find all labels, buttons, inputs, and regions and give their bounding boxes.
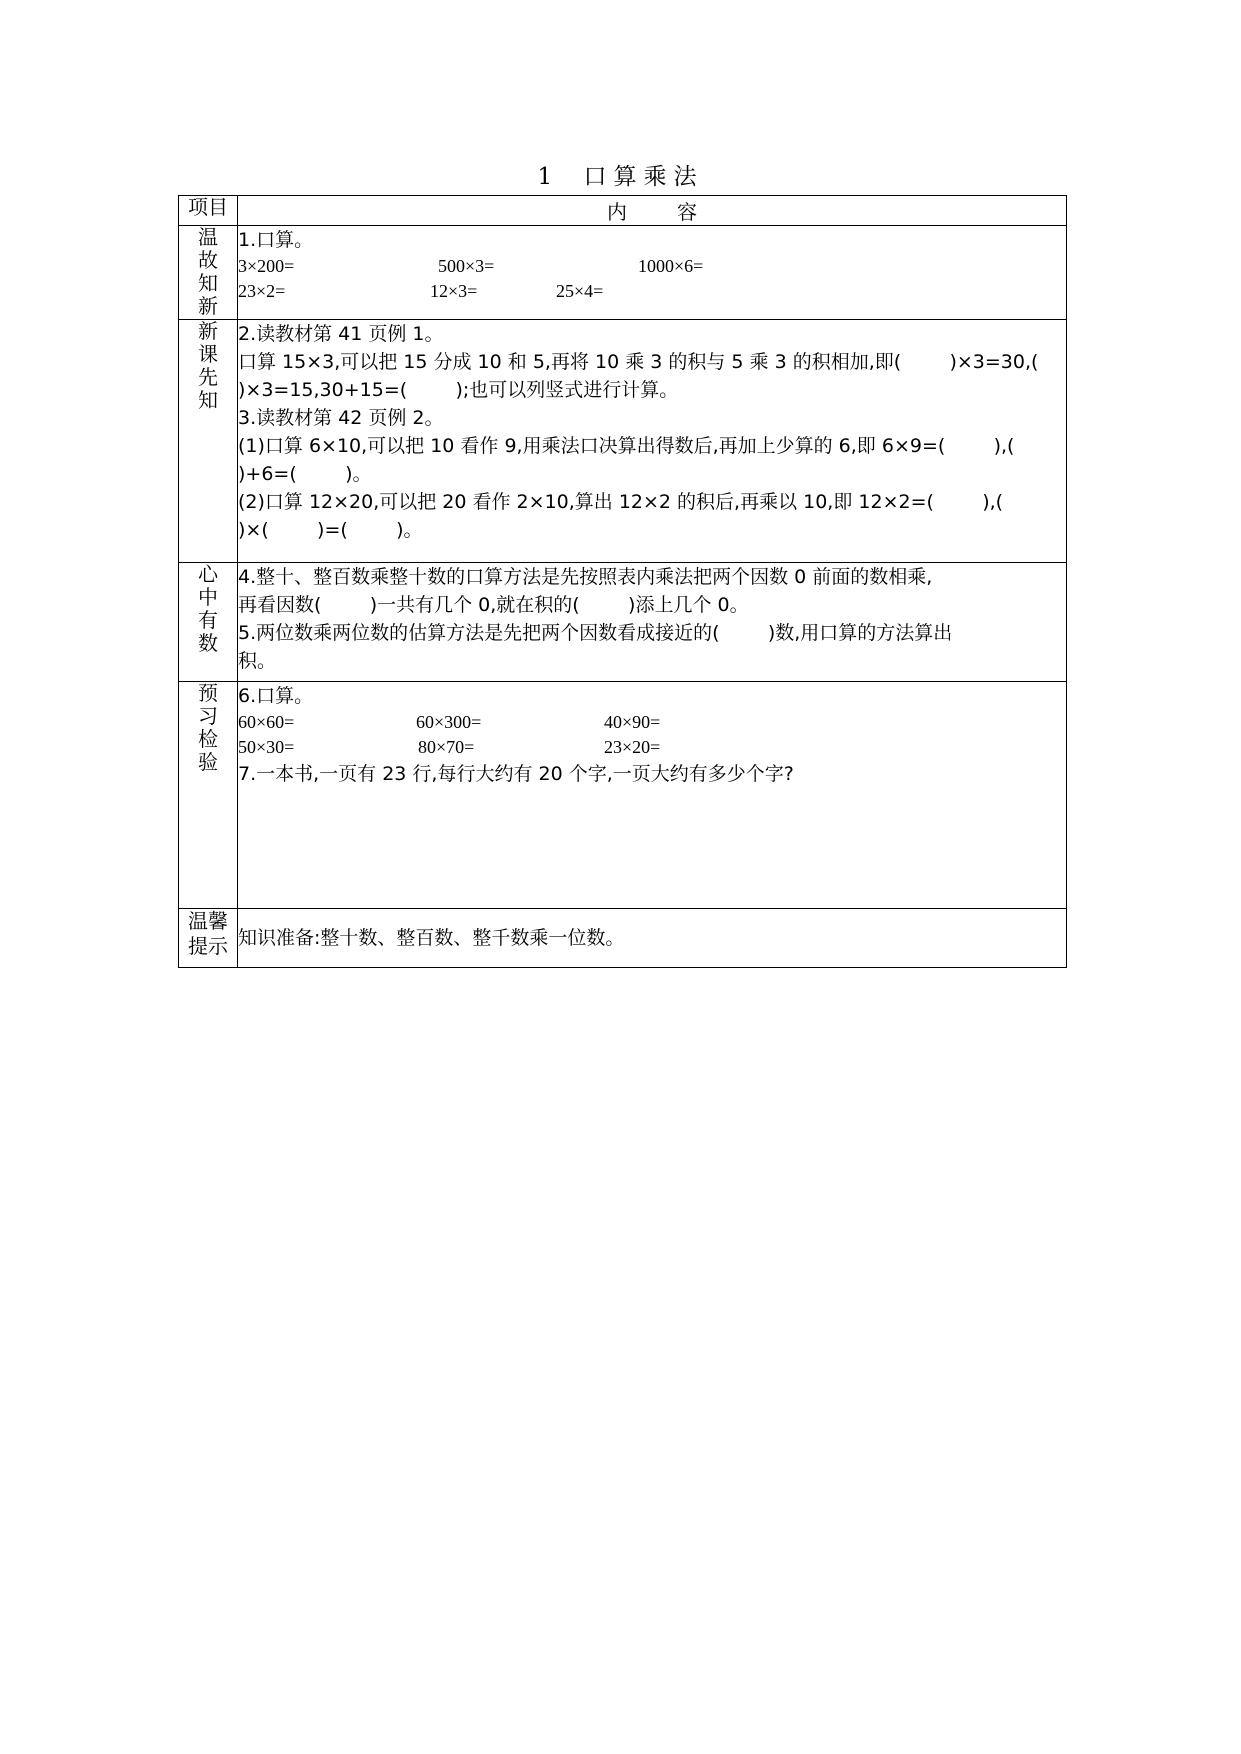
section-content [238,909,1067,968]
section-label [179,563,238,682]
section-tip [179,909,1067,968]
question-text: 再看因数( )一共有几个 0,就在积的( )添上几个 0。 [238,594,749,616]
calc-item: 40×90= [604,712,661,732]
calc-item: 12×3= [430,281,478,301]
section-preview-check [179,682,1067,909]
section-label [179,909,238,968]
calc-item: 50×30= [238,737,295,757]
section-review [179,226,1067,320]
question-text: )×3=15,30+15=( );也可以列竖式进行计算。 [238,379,679,401]
question-text: (2)口算 12×20,可以把 20 看作 2×10,算出 12×2 的积后,再乘以 10,即 12×2=( ),( [238,491,1004,513]
section-new-lesson [179,320,1067,563]
title-number: 1 [537,164,554,190]
question-text: (1)口算 6×10,可以把 10 看作 9,用乘法口决算出得数后,再加上少算的 6,即 6×9=( ),( [238,435,1015,457]
section-label [179,682,238,909]
section-content [238,563,1067,682]
calc-item: 60×300= [416,712,482,732]
question-text: 5.两位数乘两位数的估算方法是先把两个因数看成接近的( )数,用口算的方法算出 [238,622,953,644]
section-label-text: 心中有数 [198,562,218,655]
calc-row [238,279,1066,304]
table-header-row [179,196,1067,226]
section-label-text: 温馨提示 [188,909,228,958]
section-content [238,226,1067,320]
section-label [179,226,238,320]
section-label-text: 新课先知 [198,319,218,412]
calc-row [238,735,1066,760]
calc-item: 25×4= [556,281,604,301]
question-text: 积。 [238,650,277,672]
question-text: 3.读教材第 42 页例 2。 [238,407,444,429]
tip-text: 知识准备:整十数、整百数、整千数乘一位数。 [238,927,625,949]
question-text: 6.口算。 [238,685,314,707]
calc-item: 23×2= [238,281,286,301]
section-content [238,320,1067,563]
calc-item: 23×20= [604,737,661,757]
header-content: 内容 [238,196,1067,226]
question-text: 2.读教材第 41 页例 1。 [238,323,444,345]
section-key-points [179,563,1067,682]
question-text: 1.口算。 [238,229,314,251]
study-guide-table [178,195,1067,968]
section-label [179,320,238,563]
calc-item: 1000×6= [638,256,704,276]
header-item: 项目 [179,196,238,226]
question-text: 口算 15×3,可以把 15 分成 10 和 5,再将 10 乘 3 的积与 5 乘 3 的积相加,即( )×3=30,( [238,351,1039,373]
calc-item: 80×70= [418,737,475,757]
question-text: )×( )=( )。 [238,519,423,541]
calc-item: 500×3= [438,256,495,276]
title-name: 口算乘法 [583,164,704,190]
section-content [238,682,1067,909]
section-label-text: 预习检验 [198,681,218,774]
calc-item: 3×200= [238,256,295,276]
page-title [0,158,1241,191]
question-text: 7.一本书,一页有 23 行,每行大约有 20 个字,一页大约有多少个字? [238,763,794,785]
calc-row [238,254,1066,279]
calc-row [238,710,1066,735]
section-label-text: 温故知新 [198,225,218,318]
question-text: 4.整十、整百数乘整十数的口算方法是先按照表内乘法把两个因数 0 前面的数相乘, [238,566,933,588]
question-text: )+6=( )。 [238,463,372,485]
calc-item: 60×60= [238,712,295,732]
